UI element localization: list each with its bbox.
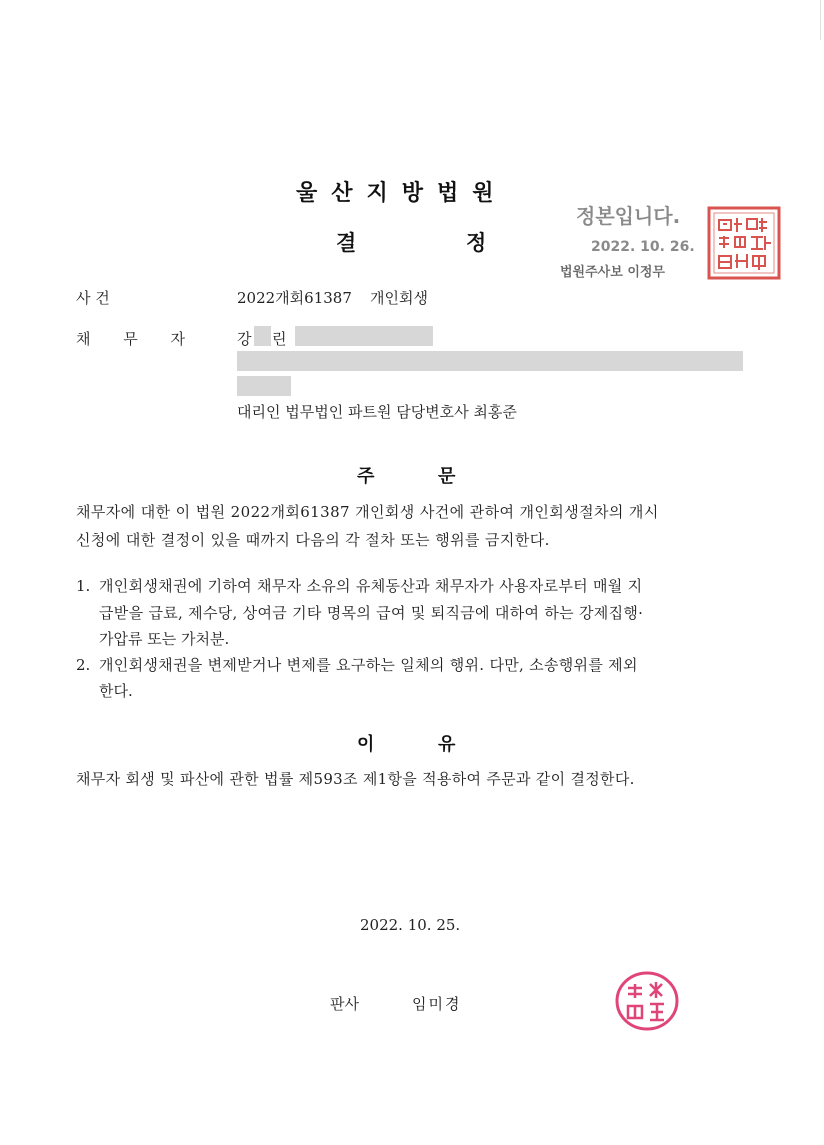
case-label: 사 건 bbox=[76, 289, 110, 307]
order-item1-line2: 급받을 급료, 제수당, 상여금 기타 명목의 급여 및 퇴직금에 대하여 하는 강제집행· bbox=[99, 604, 644, 622]
certified-copy-text: 정본입니다. bbox=[576, 204, 681, 228]
court-clerk: 법원주사보 이정무 bbox=[560, 265, 665, 280]
order-item1-line1: 개인회생채권에 기하여 채무자 소유의 유체동산과 채무자가 사용자로부터 매월 지 bbox=[99, 577, 643, 595]
redacted-address-line1 bbox=[237, 351, 743, 371]
debtor-label: 채 무 자 bbox=[76, 330, 200, 348]
reason-heading-right: 유 bbox=[438, 734, 456, 755]
order-item2-line1: 개인회생채권을 변제받거나 변제를 요구하는 일체의 행위. 다만, 소송행위를 제외 bbox=[99, 656, 638, 674]
debtor-name-last: 린 bbox=[272, 330, 287, 348]
redacted-resident-number bbox=[295, 326, 433, 346]
scan-edge-line bbox=[820, 0, 821, 40]
judge-name: 임미경 bbox=[412, 995, 462, 1013]
document-type-left: 결 bbox=[336, 231, 357, 255]
order-item2-line2: 한다. bbox=[99, 682, 133, 700]
order-item1-line3: 가압류 또는 가처분. bbox=[99, 630, 230, 648]
order-intro-line2: 신청에 대한 결정이 있을 때까지 다음의 각 절차 또는 행위를 금지한다. bbox=[76, 531, 550, 549]
court-name: 울산지방법원 bbox=[296, 181, 508, 206]
decision-date: 2022. 10. 25. bbox=[360, 916, 461, 934]
judge-seal-round bbox=[614, 970, 680, 1032]
reason-heading-left: 이 bbox=[357, 734, 375, 755]
order-item1-number: 1. bbox=[76, 577, 91, 595]
certification-date: 2022. 10. 26. bbox=[591, 239, 695, 255]
order-intro-line1: 채무자에 대한 이 법원 2022개회61387 개인회생 사건에 관하여 개인회생절차의 개시 bbox=[76, 503, 659, 521]
redacted-address-line2 bbox=[237, 376, 291, 396]
case-number: 2022개회61387 bbox=[237, 289, 352, 307]
judge-title: 판사 bbox=[330, 995, 359, 1013]
debtor-agent: 대리인 법무법인 파트원 담당변호사 최홍준 bbox=[237, 403, 517, 421]
court-seal-square bbox=[707, 206, 781, 280]
debtor-name-first: 강 bbox=[237, 330, 252, 348]
case-type: 개인회생 bbox=[370, 289, 428, 307]
order-heading-left: 주 bbox=[357, 466, 375, 487]
redacted-name-middle bbox=[254, 326, 271, 346]
document-type-right: 정 bbox=[466, 231, 487, 255]
reason-text: 채무자 회생 및 파산에 관한 법률 제593조 제1항을 적용하여 주문과 같이 결정한다. bbox=[76, 770, 635, 788]
order-heading-right: 문 bbox=[438, 466, 456, 487]
order-item2-number: 2. bbox=[76, 656, 91, 674]
